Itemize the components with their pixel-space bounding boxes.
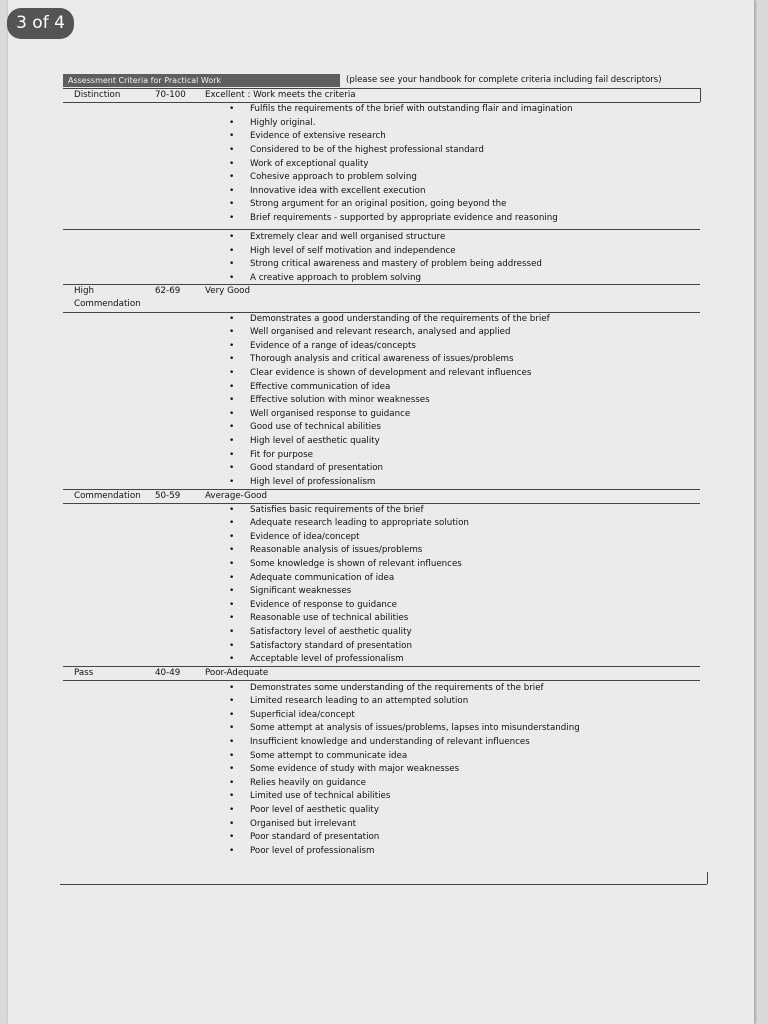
grade-description: Very Good xyxy=(205,286,250,296)
table-bottom-right-rule xyxy=(707,872,708,884)
grade-label: Commendation xyxy=(74,491,141,501)
pass-top-rule xyxy=(63,666,700,667)
table-bottom-rule xyxy=(60,884,707,885)
grade-range: 50-59 xyxy=(155,491,181,501)
grade-description: Excellent : Work meets the criteria xyxy=(205,90,356,100)
pass-header-rule xyxy=(63,680,700,681)
grade-description: Average-Good xyxy=(205,491,268,501)
grade-label: Pass xyxy=(74,668,94,678)
table-right-rule xyxy=(700,88,701,102)
grade-label-line2: Commendation xyxy=(74,299,141,309)
high-commendation-header-rule xyxy=(63,312,700,313)
commendation-header-rule xyxy=(63,503,700,504)
grade-label: High xyxy=(74,286,94,296)
distinction-header-rule xyxy=(63,102,700,103)
page-counter-badge: 3 of 4 xyxy=(7,8,74,39)
table-top-rule xyxy=(63,88,700,89)
high-commendation-top-rule xyxy=(63,284,700,285)
grade-description: Poor-Adequate xyxy=(205,668,269,678)
handbook-note: (please see your handbook for complete criteria including fail descriptors) xyxy=(346,75,662,85)
grade-label: Distinction xyxy=(74,90,121,100)
grade-range: 62-69 xyxy=(155,286,181,296)
grade-range: 70-100 xyxy=(155,90,186,100)
table-header-title: Assessment Criteria for Practical Work xyxy=(63,74,340,87)
distinction-split-rule xyxy=(63,229,700,230)
grade-range: 40-49 xyxy=(155,668,181,678)
commendation-top-rule xyxy=(63,489,700,490)
